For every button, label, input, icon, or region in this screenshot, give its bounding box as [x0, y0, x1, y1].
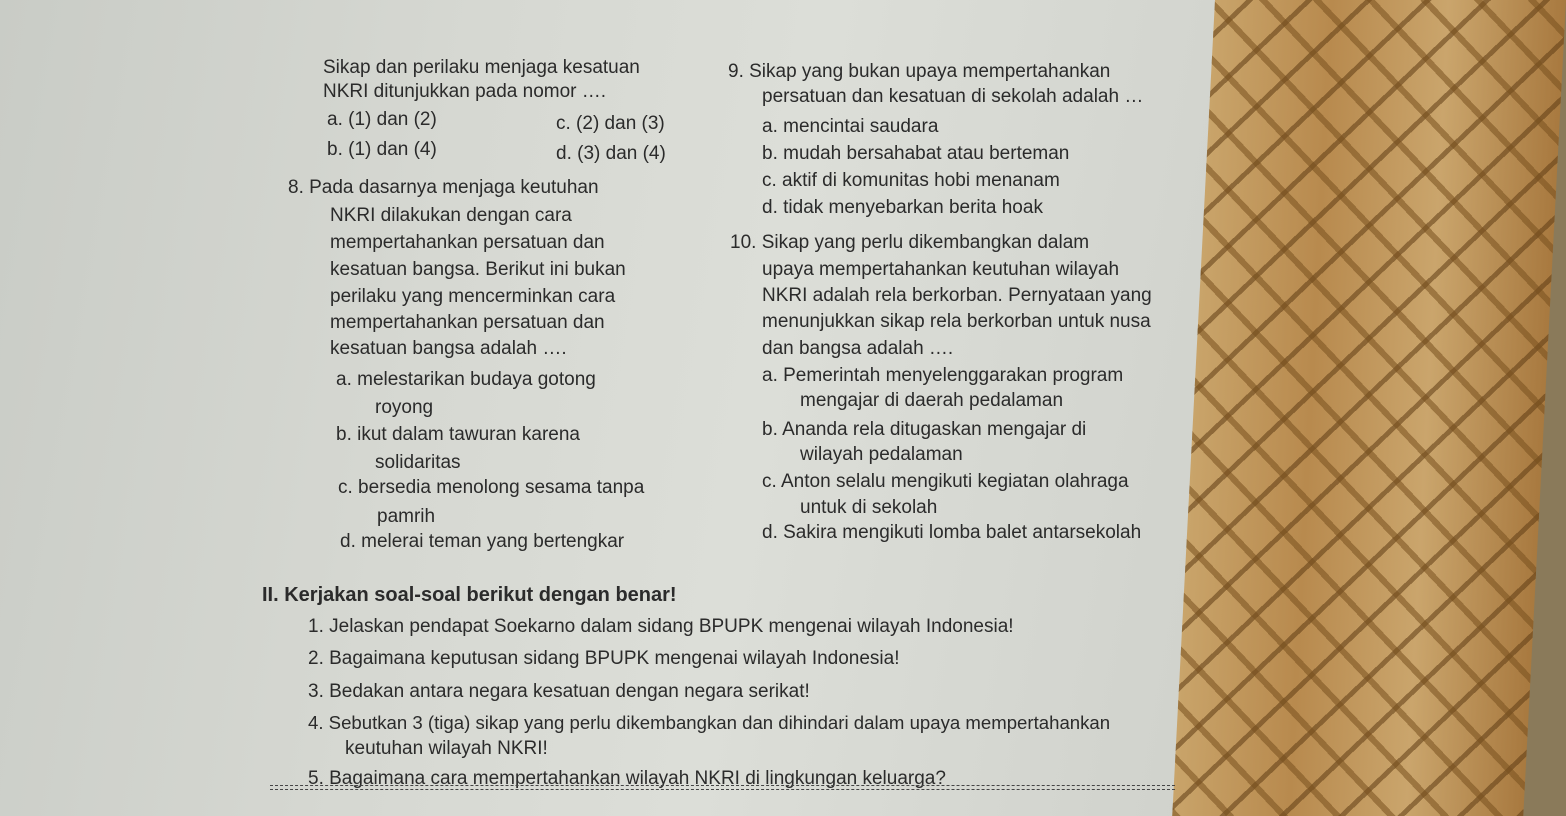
essay-item-4-cont: keutuhan wilayah NKRI! [345, 738, 548, 759]
q10-option-b-cont: wilayah pedalaman [800, 444, 963, 465]
q10-option-d: d. Sakira mengikuti lomba balet antarsekolah [762, 522, 1142, 543]
q9-option-c: c. aktif di komunitas hobi menanam [762, 170, 1060, 191]
q8-line-5: perilaku yang mencerminkan cara [330, 286, 616, 307]
section-2-heading: II. Kerjakan soal-soal berikut dengan benar! [262, 584, 677, 606]
q7-option-a: a. (1) dan (2) [327, 109, 437, 130]
q10-line-4: menunjukkan sikap rela berkorban untuk nusa [762, 311, 1151, 332]
q7-option-d: d. (3) dan (4) [556, 143, 666, 164]
q8-option-d: d. melerai teman yang bertengkar [340, 531, 625, 552]
dashed-divider [270, 785, 1175, 790]
q8-line-3: mempertahankan persatuan dan [330, 232, 605, 253]
q8-option-a: a. melestarikan budaya gotong [336, 369, 596, 390]
q8-option-a-cont: royong [375, 397, 434, 418]
q10-option-c-cont: untuk di sekolah [800, 497, 938, 518]
q9-option-d: d. tidak menyebarkan berita hoak [762, 197, 1043, 218]
q8-line-1: 8. Pada dasarnya menjaga keutuhan [288, 177, 599, 198]
q10-line-3: NKRI adalah rela berkorban. Pernyataan yang [762, 285, 1152, 306]
q9-option-b: b. mudah bersahabat atau berteman [762, 143, 1070, 164]
q7-option-b: b. (1) dan (4) [327, 139, 437, 160]
essay-item-2: 2. Bagaimana keputusan sidang BPUPK mengenai wilayah Indonesia! [308, 648, 900, 669]
q10-option-a: a. Pemerintah menyelenggarakan program [762, 365, 1124, 386]
essay-item-4: 4. Sebutkan 3 (tiga) sikap yang perlu dikembangkan dan dihindari dalam upaya mempertahankan [308, 712, 1111, 733]
essay-item-1: 1. Jelaskan pendapat Soekarno dalam sidang BPUPK mengenai wilayah Indonesia! [308, 616, 1014, 637]
q7-line-2: NKRI ditunjukkan pada nomor …. [323, 81, 607, 102]
q7-option-c: c. (2) dan (3) [556, 113, 665, 134]
q10-option-c: c. Anton selalu mengikuti kegiatan olahraga [762, 471, 1129, 492]
q9-line-1: 9. Sikap yang bukan upaya mempertahankan [728, 61, 1111, 82]
q8-option-b: b. ikut dalam tawuran karena [336, 424, 580, 445]
woven-mat-background [1172, 0, 1566, 816]
essay-item-5: 5. Bagaimana cara mempertahankan wilayah NKRI di lingkungan keluarga? [308, 768, 946, 789]
q7-line-1: Sikap dan perilaku menjaga kesatuan [323, 57, 640, 78]
q8-option-c: c. bersedia menolong sesama tanpa [338, 477, 645, 498]
q8-line-4: kesatuan bangsa. Berikut ini bukan [330, 259, 626, 280]
q9-line-2: persatuan dan kesatuan di sekolah adalah … [762, 86, 1144, 107]
q10-option-a-cont: mengajar di daerah pedalaman [800, 390, 1064, 411]
q8-option-b-cont: solidaritas [375, 452, 461, 473]
q8-line-2: NKRI dilakukan dengan cara [330, 205, 572, 226]
q10-line-5: dan bangsa adalah …. [762, 338, 954, 359]
q8-line-7: kesatuan bangsa adalah …. [330, 338, 567, 359]
q10-option-b: b. Ananda rela ditugaskan mengajar di [762, 419, 1087, 440]
essay-item-3: 3. Bedakan antara negara kesatuan dengan negara serikat! [308, 681, 810, 702]
q8-line-6: mempertahankan persatuan dan [330, 312, 605, 333]
q9-option-a: a. mencintai saudara [762, 116, 939, 137]
q10-line-1: 10. Sikap yang perlu dikembangkan dalam [730, 232, 1090, 253]
q10-line-2: upaya mempertahankan keutuhan wilayah [762, 259, 1120, 280]
q8-option-c-cont: pamrih [377, 506, 436, 527]
